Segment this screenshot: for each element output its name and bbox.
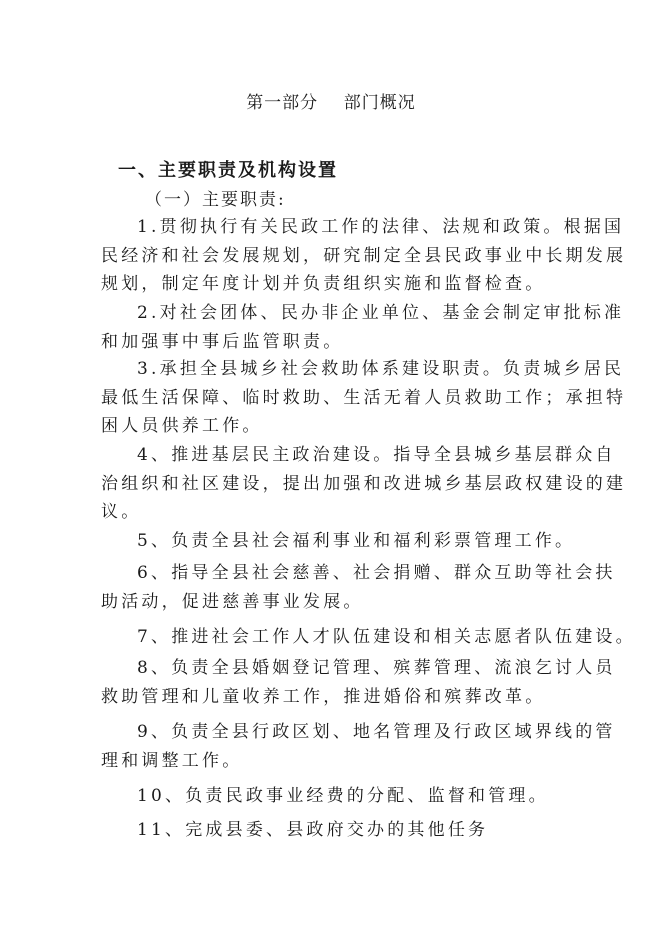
duty-item [101,441,627,527]
duty-item [101,782,571,811]
duty-item [101,559,616,616]
duty-item [101,718,616,775]
duty-line: 11、完成县委、县政府交办的其他任务 [137,820,489,840]
duty-item [101,654,616,711]
duty-item [101,355,627,441]
duty-line: 理和调整工作。 [101,750,243,771]
page-title: 第一部分 部门概况 [246,93,416,113]
duty-line: 5、负责全县社会福利事业和福利彩票管理工作。 [137,531,576,551]
duty-line: 规划，制定年度计划并负责组织实施和监督检查。 [101,274,546,294]
duty-item [101,299,625,356]
duty-line: 治组织和社区建设，提出加强和改进城乡基层政权建设的建 [101,473,627,494]
duty-item [101,527,576,556]
duty-line: 2.对社会团体、民办非企业单位、基金会制定审批标准 [137,303,625,323]
duty-line: 4、推进基层民主政治建设。指导全县城乡基层群众自 [137,445,616,465]
duty-line: 3.承担全县城乡社会救助体系建设职责。负责城乡居民 [137,359,625,379]
duty-line: 最低生活保障、临时救助、生活无着人员救助工作；承担特 [101,387,627,408]
duty-line: 1.贯彻执行有关民政工作的法律、法规和政策。根据国 [137,217,625,237]
duty-line: 救助管理和儿童收养工作，推进婚俗和殡葬改革。 [101,686,546,707]
duty-item [101,816,571,845]
duty-line: 和加强事中事后监管职责。 [101,331,344,352]
section-heading: 一、主要职责及机构设置 [118,160,338,181]
duty-line: 10、负责民政事业经费的分配、监督和管理。 [137,786,549,806]
duty-line: 7、推进社会工作人才队伍建设和相关志愿者队伍建设。 [137,627,636,647]
duty-line: 8、负责全县婚姻登记管理、殡葬管理、流浪乞讨人员 [137,658,616,678]
duty-item [101,213,627,299]
duty-line: 民经济和社会发展规划，研究制定全县民政事业中长期发展 [101,245,627,266]
duty-line: 困人员供养工作。 [101,416,263,436]
subsection-heading: （一）主要职责: [145,190,286,210]
duty-line: 6、指导全县社会慈善、社会捐赠、群众互助等社会扶 [137,563,616,583]
duty-line: 议。 [101,502,142,522]
duty-item [101,623,636,652]
duty-line: 助活动，促进慈善事业发展。 [101,591,364,612]
duty-line: 9、负责全县行政区划、地名管理及行政区域界线的管 [137,722,616,742]
